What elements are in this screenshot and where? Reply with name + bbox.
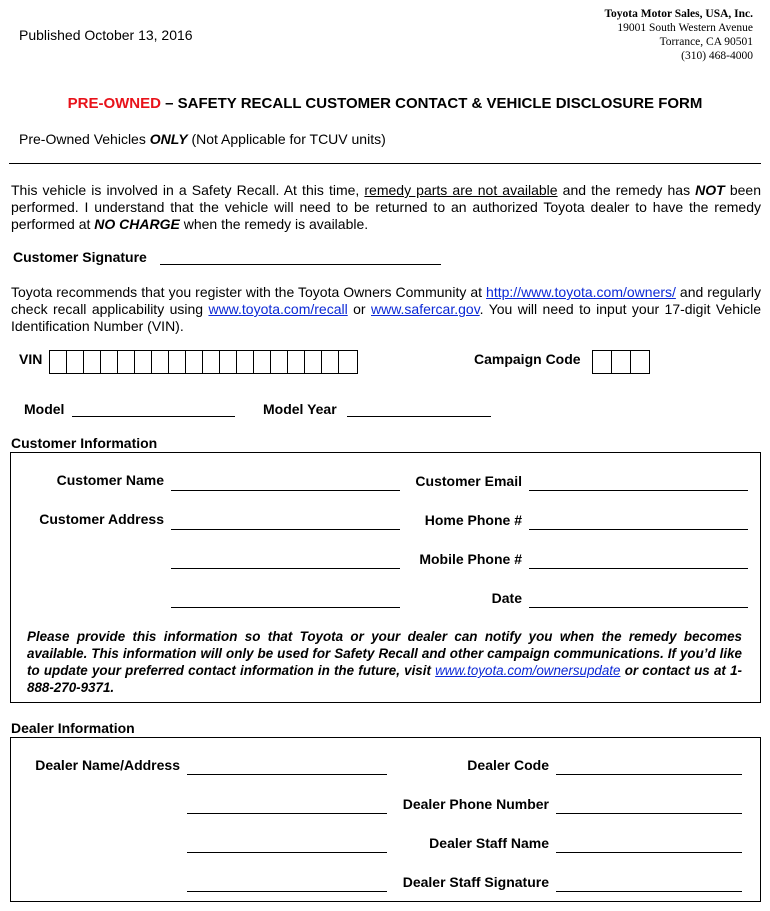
company-street: 19001 South Western Avenue: [617, 22, 753, 34]
home-phone-label: Home Phone #: [424, 512, 522, 528]
notice-not: NOT: [695, 182, 725, 198]
campaign-code-boxes[interactable]: [592, 350, 650, 374]
customer-name-label: Customer Name: [56, 472, 164, 488]
company-city: Torrance, CA 90501: [659, 36, 753, 48]
customer-info-heading: Customer Information: [11, 435, 158, 451]
customer-address-label: Customer Address: [39, 511, 164, 527]
notice-text: This vehicle is involved in a Safety Recall. At this time,: [11, 182, 365, 198]
note-text: or contact us at 1-888-270-9371.: [27, 663, 742, 695]
model-label: Model: [24, 401, 65, 417]
register-text: . You will need to input your 17-digit Vehicle Identification Number (VIN).: [11, 301, 761, 334]
mobile-phone-field[interactable]: [529, 568, 748, 569]
subtitle-a: Pre-Owned Vehicles: [19, 131, 150, 147]
customer-signature-field[interactable]: [160, 264, 441, 265]
customer-address-field-2[interactable]: [171, 568, 400, 569]
customer-signature-label: Customer Signature: [13, 249, 147, 265]
company-address: [604, 7, 753, 63]
vin-boxes[interactable]: [49, 350, 358, 374]
title-preowned: PRE-OWNED: [67, 95, 161, 112]
home-phone-field[interactable]: [529, 529, 748, 530]
subtitle-c: (Not Applicable for TCUV units): [187, 131, 386, 147]
customer-email-label: Customer Email: [415, 473, 522, 489]
customer-info-note: [27, 628, 742, 696]
register-paragraph: [11, 284, 761, 335]
form-subtitle: [19, 131, 386, 147]
customer-email-field[interactable]: [529, 490, 748, 491]
dealer-staff-signature-label: Dealer Staff Signature: [402, 874, 549, 890]
dealer-name-address-field-4[interactable]: [187, 891, 387, 892]
model-field[interactable]: [72, 416, 235, 417]
register-text: Toyota recommends that you register with the Toyota Owners Community at: [11, 284, 487, 300]
dealer-info-heading: Dealer Information: [11, 720, 135, 736]
customer-address-field-1[interactable]: [171, 529, 400, 530]
dealer-name-address-field-1[interactable]: [187, 774, 387, 775]
dealer-code-label: Dealer Code: [467, 757, 549, 773]
subtitle-only: ONLY: [149, 131, 188, 147]
notice-text: been performed. I understand that the vehicle will need to be returned to an authorized Toyota dealer to have the remedy performed at: [11, 182, 761, 232]
dealer-staff-name-label: Dealer Staff Name: [429, 835, 549, 851]
customer-name-field[interactable]: [171, 490, 400, 491]
dealer-phone-field[interactable]: [556, 813, 742, 814]
customer-address-field-3[interactable]: [171, 607, 400, 608]
model-year-field[interactable]: [347, 416, 491, 417]
notice-no-charge: NO CHARGE: [94, 216, 180, 232]
recall-notice: [11, 182, 761, 233]
campaign-code-label: Campaign Code: [474, 351, 581, 367]
title-rest: – SAFETY RECALL CUSTOMER CONTACT & VEHICLE DISCLOSURE FORM: [160, 95, 703, 112]
dealer-staff-name-field[interactable]: [556, 852, 742, 853]
notice-text: when the remedy is available.: [179, 216, 369, 232]
notice-text: and the remedy has: [557, 182, 696, 198]
vin-label: VIN: [19, 351, 43, 367]
dealer-phone-label: Dealer Phone Number: [402, 796, 549, 812]
header-divider: [9, 163, 761, 164]
recall-link[interactable]: www.toyota.com/recall: [208, 301, 348, 317]
register-text: and regularly check recall applicability using: [11, 284, 761, 317]
notice-remedy-unavailable: remedy parts are not available: [364, 182, 558, 198]
dealer-name-address-field-2[interactable]: [187, 813, 387, 814]
company-name: Toyota Motor Sales, USA, Inc.: [604, 8, 753, 20]
form-title: [0, 95, 770, 112]
safercar-link[interactable]: www.safercar.gov: [370, 301, 480, 317]
register-text: or: [347, 301, 371, 317]
mobile-phone-label: Mobile Phone #: [419, 551, 522, 567]
company-phone: (310) 468-4000: [681, 50, 753, 62]
note-text: Please provide this information so that Toyota or your dealer can notify you when the remedy becomes available. This information will only be used for Safety Recall and other campaign communications. If you’d like to update your preferred contact information in the future, visit: [27, 629, 742, 678]
published-date: Published October 13, 2016: [19, 27, 193, 43]
date-field[interactable]: [529, 607, 748, 608]
model-year-label: Model Year: [263, 401, 337, 417]
owners-update-link[interactable]: www.toyota.com/ownersupdate: [435, 663, 621, 678]
date-label: Date: [491, 590, 522, 606]
dealer-code-field[interactable]: [556, 774, 742, 775]
dealer-staff-signature-field[interactable]: [556, 891, 742, 892]
dealer-name-address-label: Dealer Name/Address: [35, 757, 180, 773]
dealer-name-address-field-3[interactable]: [187, 852, 387, 853]
owners-link[interactable]: http://www.toyota.com/owners/: [486, 284, 676, 300]
